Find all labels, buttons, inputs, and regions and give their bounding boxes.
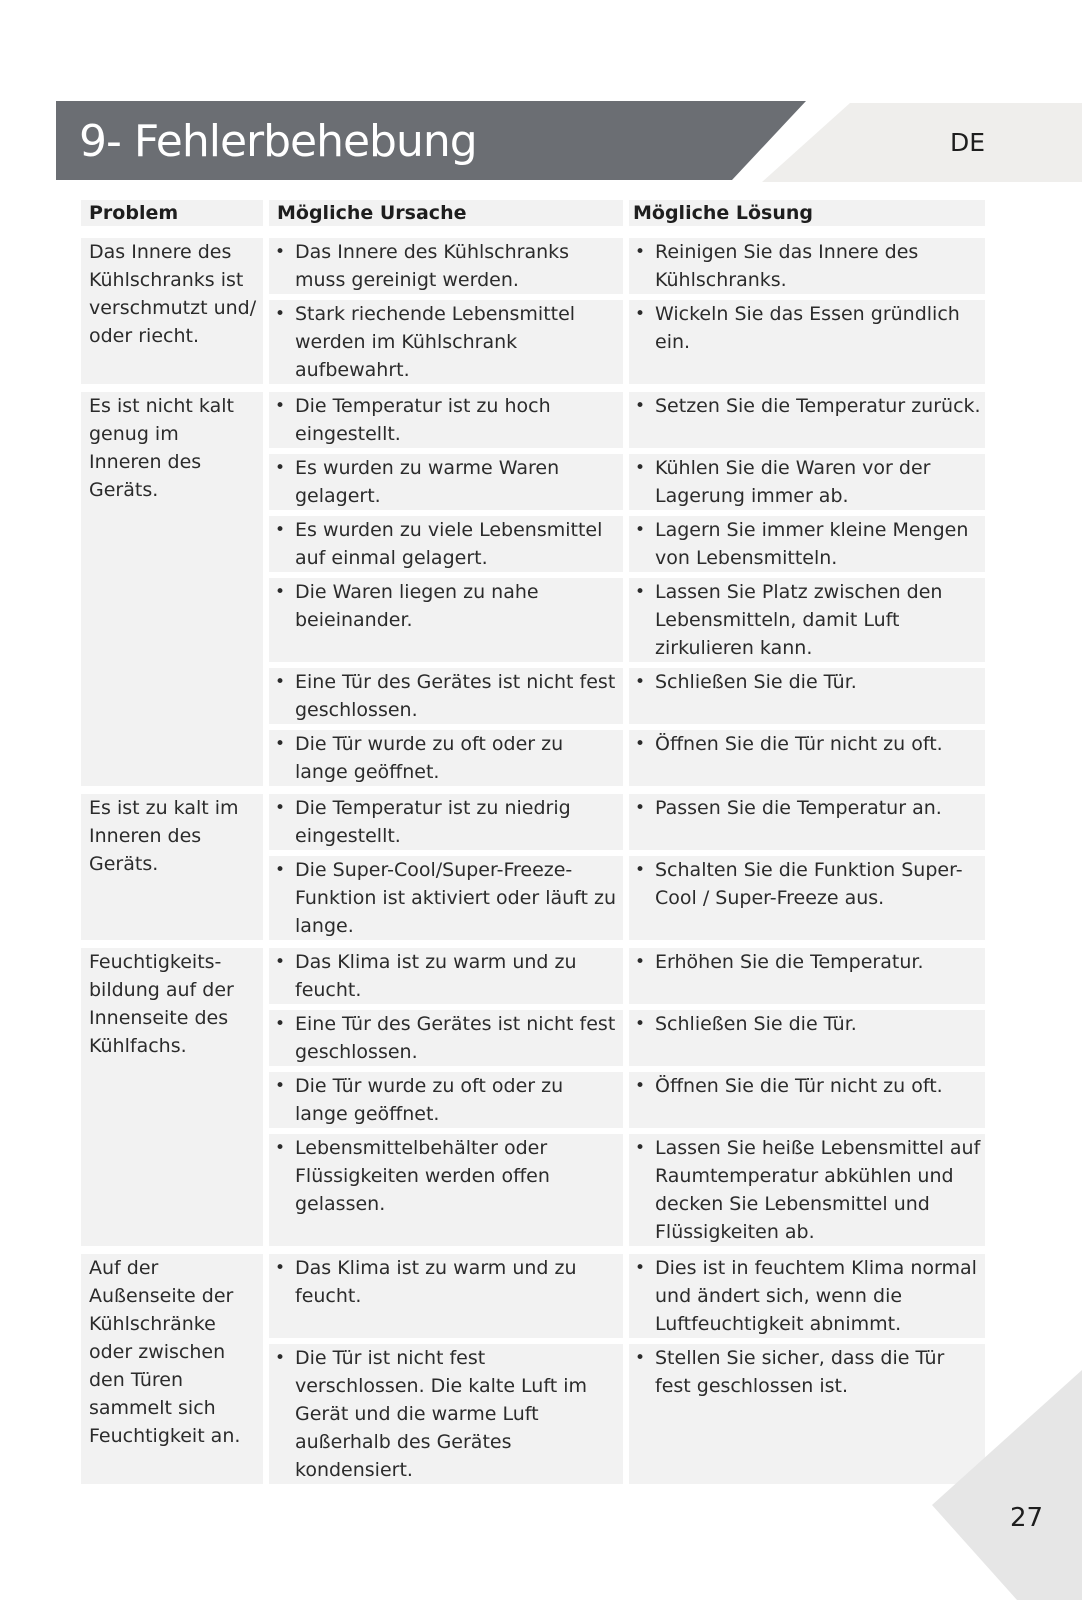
solution-cell: [629, 948, 985, 1004]
solution-text: Lassen Sie heiße Lebensmittel auf Raumtemperatur abkühlen und decken Sie Lebensmittel und Flüssigkeiten ab.: [655, 1137, 981, 1243]
cause-text: Stark riechende Lebensmittel werden im Kühlschrank aufbewahrt.: [295, 303, 576, 381]
cause-cell: [269, 578, 623, 662]
bullet-icon: •: [275, 1258, 286, 1278]
language-label: DE: [950, 128, 986, 157]
bullet-icon: •: [635, 798, 646, 818]
table-row: [269, 730, 985, 786]
solution-text: Erhöhen Sie die Temperatur.: [655, 951, 924, 973]
cause-text: Die Super-Cool/Super-Freeze-Funktion ist aktiviert oder läuft zu lange.: [295, 859, 617, 937]
bullet-icon: •: [275, 672, 286, 692]
cause-cell: [269, 1254, 623, 1338]
table-row: [269, 300, 985, 384]
cause-text: Es wurden zu viele Lebensmittel auf einmal gelagert.: [295, 519, 603, 569]
bullet-icon: •: [275, 304, 286, 324]
bullet-icon: •: [275, 582, 286, 602]
solution-text: Lagern Sie immer kleine Mengen von Lebensmitteln.: [655, 519, 969, 569]
table-row: [269, 794, 985, 850]
corner-decoration: [932, 1370, 1082, 1600]
cause-text: Die Waren liegen zu nahe beieinander.: [295, 581, 539, 631]
table-row: [269, 1134, 985, 1246]
table-row: [269, 1344, 985, 1484]
bullet-icon: •: [635, 304, 646, 324]
cause-text: Das Klima ist zu warm und zu feucht.: [295, 951, 577, 1001]
cause-cell: [269, 668, 623, 724]
cause-text: Die Tür ist nicht fest verschlossen. Die kalte Luft im Gerät und die warme Luft außerhalb des Gerätes kondensiert.: [295, 1347, 587, 1481]
solution-text: Schalten Sie die Funktion Super-Cool / Super-Freeze aus.: [655, 859, 963, 909]
solution-cell: [629, 794, 985, 850]
cause-cell: [269, 300, 623, 384]
cause-solution-group: [269, 392, 985, 786]
bullet-icon: •: [275, 1014, 286, 1034]
bullet-icon: •: [635, 734, 646, 754]
bullet-icon: •: [275, 520, 286, 540]
cause-text: Lebensmittelbehälter oder Flüssigkeiten werden offen gelassen.: [295, 1137, 550, 1215]
solution-cell: [629, 1010, 985, 1066]
solution-cell: [629, 856, 985, 940]
cause-cell: [269, 454, 623, 510]
solution-text: Öffnen Sie die Tür nicht zu oft.: [655, 733, 943, 755]
cause-text: Es wurden zu warme Waren gelagert.: [295, 457, 560, 507]
solution-cell: [629, 392, 985, 448]
bullet-icon: •: [275, 1138, 286, 1158]
cause-solution-group: [269, 238, 985, 384]
solution-text: Stellen Sie sicher, dass die Tür fest geschlossen ist.: [655, 1347, 945, 1397]
solution-text: Kühlen Sie die Waren vor der Lagerung immer ab.: [655, 457, 931, 507]
table-row: [269, 1254, 985, 1338]
table-row: [269, 454, 985, 510]
bullet-icon: •: [635, 1076, 646, 1096]
table-row: [269, 238, 985, 294]
solution-cell: [629, 516, 985, 572]
cause-cell: [269, 1344, 623, 1484]
solution-text: Lassen Sie Platz zwischen den Lebensmitteln, damit Luft zirkulieren kann.: [655, 581, 943, 659]
cause-text: Das Innere des Kühlschranks muss gereinigt werden.: [295, 241, 570, 291]
table-row: [269, 1072, 985, 1128]
solution-cell: [629, 730, 985, 786]
table-row: [269, 668, 985, 724]
bullet-icon: •: [635, 1014, 646, 1034]
bullet-icon: •: [635, 458, 646, 478]
problem-cell: Es ist zu kalt im Inneren des Geräts.: [81, 794, 263, 940]
solution-cell: [629, 454, 985, 510]
bullet-icon: •: [275, 1348, 286, 1368]
cause-cell: [269, 1134, 623, 1246]
bullet-icon: •: [275, 734, 286, 754]
problem-cell: Auf der Außenseite der Kühlschränke oder zwischen den Türen sammelt sich Feuchtigkeit an.: [81, 1254, 263, 1484]
cause-cell: [269, 238, 623, 294]
solution-text: Reinigen Sie das Innere des Kühlschranks.: [655, 241, 919, 291]
bullet-icon: •: [635, 242, 646, 262]
cause-text: Die Temperatur ist zu niedrig eingestellt.: [295, 797, 571, 847]
bullet-icon: •: [275, 860, 286, 880]
bullet-icon: •: [275, 1076, 286, 1096]
cause-solution-group: [269, 1254, 985, 1484]
table-row: [269, 516, 985, 572]
bullet-icon: •: [635, 860, 646, 880]
cause-cell: [269, 516, 623, 572]
header-shapes: [0, 0, 1082, 200]
cause-text: Das Klima ist zu warm und zu feucht.: [295, 1257, 577, 1307]
solution-cell: [629, 1134, 985, 1246]
bullet-icon: •: [635, 396, 646, 416]
bullet-icon: •: [635, 582, 646, 602]
problem-cell: Das Innere des Kühlschranks ist verschmutzt und/ oder riecht.: [81, 238, 263, 384]
table-row: [269, 392, 985, 448]
problem-cell: Feuchtigkeits-bildung auf der Innenseite des Kühlfachs.: [81, 948, 263, 1246]
header-problem: Problem: [81, 200, 263, 226]
table-row: [269, 578, 985, 662]
header-cause: Mögliche Ursache: [269, 200, 623, 226]
table-row: [269, 948, 985, 1004]
cause-cell: [269, 856, 623, 940]
header-solution: Mögliche Lösung: [629, 200, 985, 226]
bullet-icon: •: [275, 242, 286, 262]
bullet-icon: •: [635, 1348, 646, 1368]
table-row: [269, 1010, 985, 1066]
bullet-icon: •: [275, 396, 286, 416]
problem-cell: Es ist nicht kalt genug im Inneren des Geräts.: [81, 392, 263, 786]
solution-text: Passen Sie die Temperatur an.: [655, 797, 942, 819]
cause-cell: [269, 730, 623, 786]
solution-text: Schließen Sie die Tür.: [655, 671, 857, 693]
solution-cell: [629, 668, 985, 724]
cause-solution-group: [269, 948, 985, 1246]
cause-text: Die Temperatur ist zu hoch eingestellt.: [295, 395, 551, 445]
bullet-icon: •: [635, 952, 646, 972]
bullet-icon: •: [275, 952, 286, 972]
solution-text: Setzen Sie die Temperatur zurück.: [655, 395, 981, 417]
solution-cell: [629, 300, 985, 384]
bullet-icon: •: [275, 798, 286, 818]
bullet-icon: •: [635, 520, 646, 540]
cause-cell: [269, 392, 623, 448]
cause-cell: [269, 948, 623, 1004]
cause-solution-group: [269, 794, 985, 940]
cause-cell: [269, 794, 623, 850]
bullet-icon: •: [635, 1138, 646, 1158]
solution-text: Schließen Sie die Tür.: [655, 1013, 857, 1035]
cause-text: Die Tür wurde zu oft oder zu lange geöffnet.: [295, 733, 564, 783]
cause-cell: [269, 1010, 623, 1066]
solution-cell: [629, 578, 985, 662]
chapter-header: [0, 0, 1082, 200]
solution-cell: [629, 1254, 985, 1338]
bullet-icon: •: [635, 1258, 646, 1278]
solution-cell: [629, 1072, 985, 1128]
page-number: 27: [1010, 1503, 1044, 1533]
troubleshooting-table: [81, 200, 985, 1492]
cause-text: Die Tür wurde zu oft oder zu lange geöffnet.: [295, 1075, 564, 1125]
bullet-icon: •: [275, 458, 286, 478]
solution-text: Öffnen Sie die Tür nicht zu oft.: [655, 1075, 943, 1097]
cause-cell: [269, 1072, 623, 1128]
cause-text: Eine Tür des Gerätes ist nicht fest geschlossen.: [295, 671, 616, 721]
solution-cell: [629, 238, 985, 294]
solution-text: Dies ist in feuchtem Klima normal und ändert sich, wenn die Luftfeuchtigkeit abnimmt.: [655, 1257, 977, 1335]
bullet-icon: •: [635, 672, 646, 692]
cause-text: Eine Tür des Gerätes ist nicht fest geschlossen.: [295, 1013, 616, 1063]
solution-text: Wickeln Sie das Essen gründlich ein.: [655, 303, 960, 353]
table-row: [269, 856, 985, 940]
page-title: 9- Fehlerbehebung: [79, 116, 477, 167]
